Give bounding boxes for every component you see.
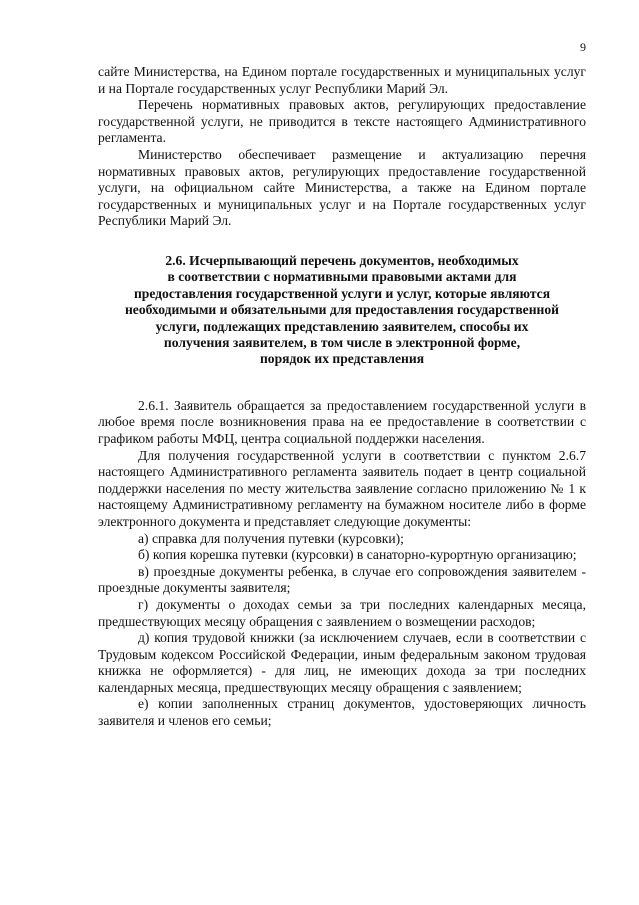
list-item-e: е) копии заполненных страниц документов, удостоверяющих личность заявителя и членов его семьи;	[98, 696, 586, 729]
list-item-v: в) проездные документы ребенка, в случае его сопровождения заявителем - проездные документы заявителя;	[98, 563, 586, 596]
list-item-a: а) справка для получения путевки (курсовки);	[138, 530, 404, 546]
paragraph-application-procedure: Для получения государственной услуги в соответствии с пунктом 2.6.7 настоящего Административного регламента заявитель подает в центр социальной поддержки населения по месту жительства заявление согласно приложению № 1 к настоящему Административному регламенту на бумажном носителе либо в форме электронного документа и представляет следующие документы:	[98, 447, 586, 529]
section-heading-2-6	[98, 253, 586, 368]
page-content	[98, 64, 586, 730]
heading-line: 2.6. Исчерпывающий перечень документов, необходимых	[165, 252, 519, 268]
page-number: 9	[580, 40, 586, 54]
heading-line: в соответствии с нормативными правовыми актами для	[167, 269, 517, 285]
heading-line: предоставления государственной услуги и услуг, которые являются	[133, 285, 551, 301]
heading-line: порядок их представления	[259, 351, 425, 367]
heading-line: получения заявителем, в том числе в электронной форме,	[163, 334, 521, 350]
heading-line: услуги, подлежащих представлению заявителем, способы их	[155, 318, 529, 334]
paragraph-2-6-1: 2.6.1. Заявитель обращается за предоставлением государственной услуги в любое время после возникновения права на ее предоставление в соответствии с графиком работы МФЦ, центра социальной поддержки населения.	[98, 397, 586, 446]
paragraph-ministry-publication: Министерство обеспечивает размещение и актуализацию перечня нормативных правовых актов, регулирующих предоставление государственной услуги, на официальном сайте Министерства, а также на Едином портале государственных и муниципальных услуг и на Портале государственных услуг Республики Марий Эл.	[98, 146, 586, 229]
paragraph-legal-acts-list: Перечень нормативных правовых актов, регулирующих предоставление государственной услуги, не приводится в тексте настоящего Административного регламента.	[98, 97, 586, 146]
heading-line: необходимыми и обязательными для предоставления государственной	[124, 302, 560, 318]
list-item-d: д) копия трудовой книжки (за исключением случаев, если в соответствии с Трудовым кодексом Российской Федерации, иным федеральным законом трудовая книжка не оформляется) - для лиц, не имеющих дохода за три последних календарных месяца, предшествующих месяцу обращения с заявлением;	[98, 630, 586, 695]
list-item-g: г) документы о доходах семьи за три последних календарных месяца, предшествующих месяцу обращения с заявлением о возмещении расходов;	[98, 596, 586, 629]
list-item-b: б) копия корешка путевки (курсовки) в санаторно-курортную организацию;	[138, 547, 577, 563]
paragraph-website-info: сайте Министерства, на Едином портале государственных и муниципальных услуг и на Портале государственных услуг Республики Марий Эл.	[98, 64, 586, 96]
